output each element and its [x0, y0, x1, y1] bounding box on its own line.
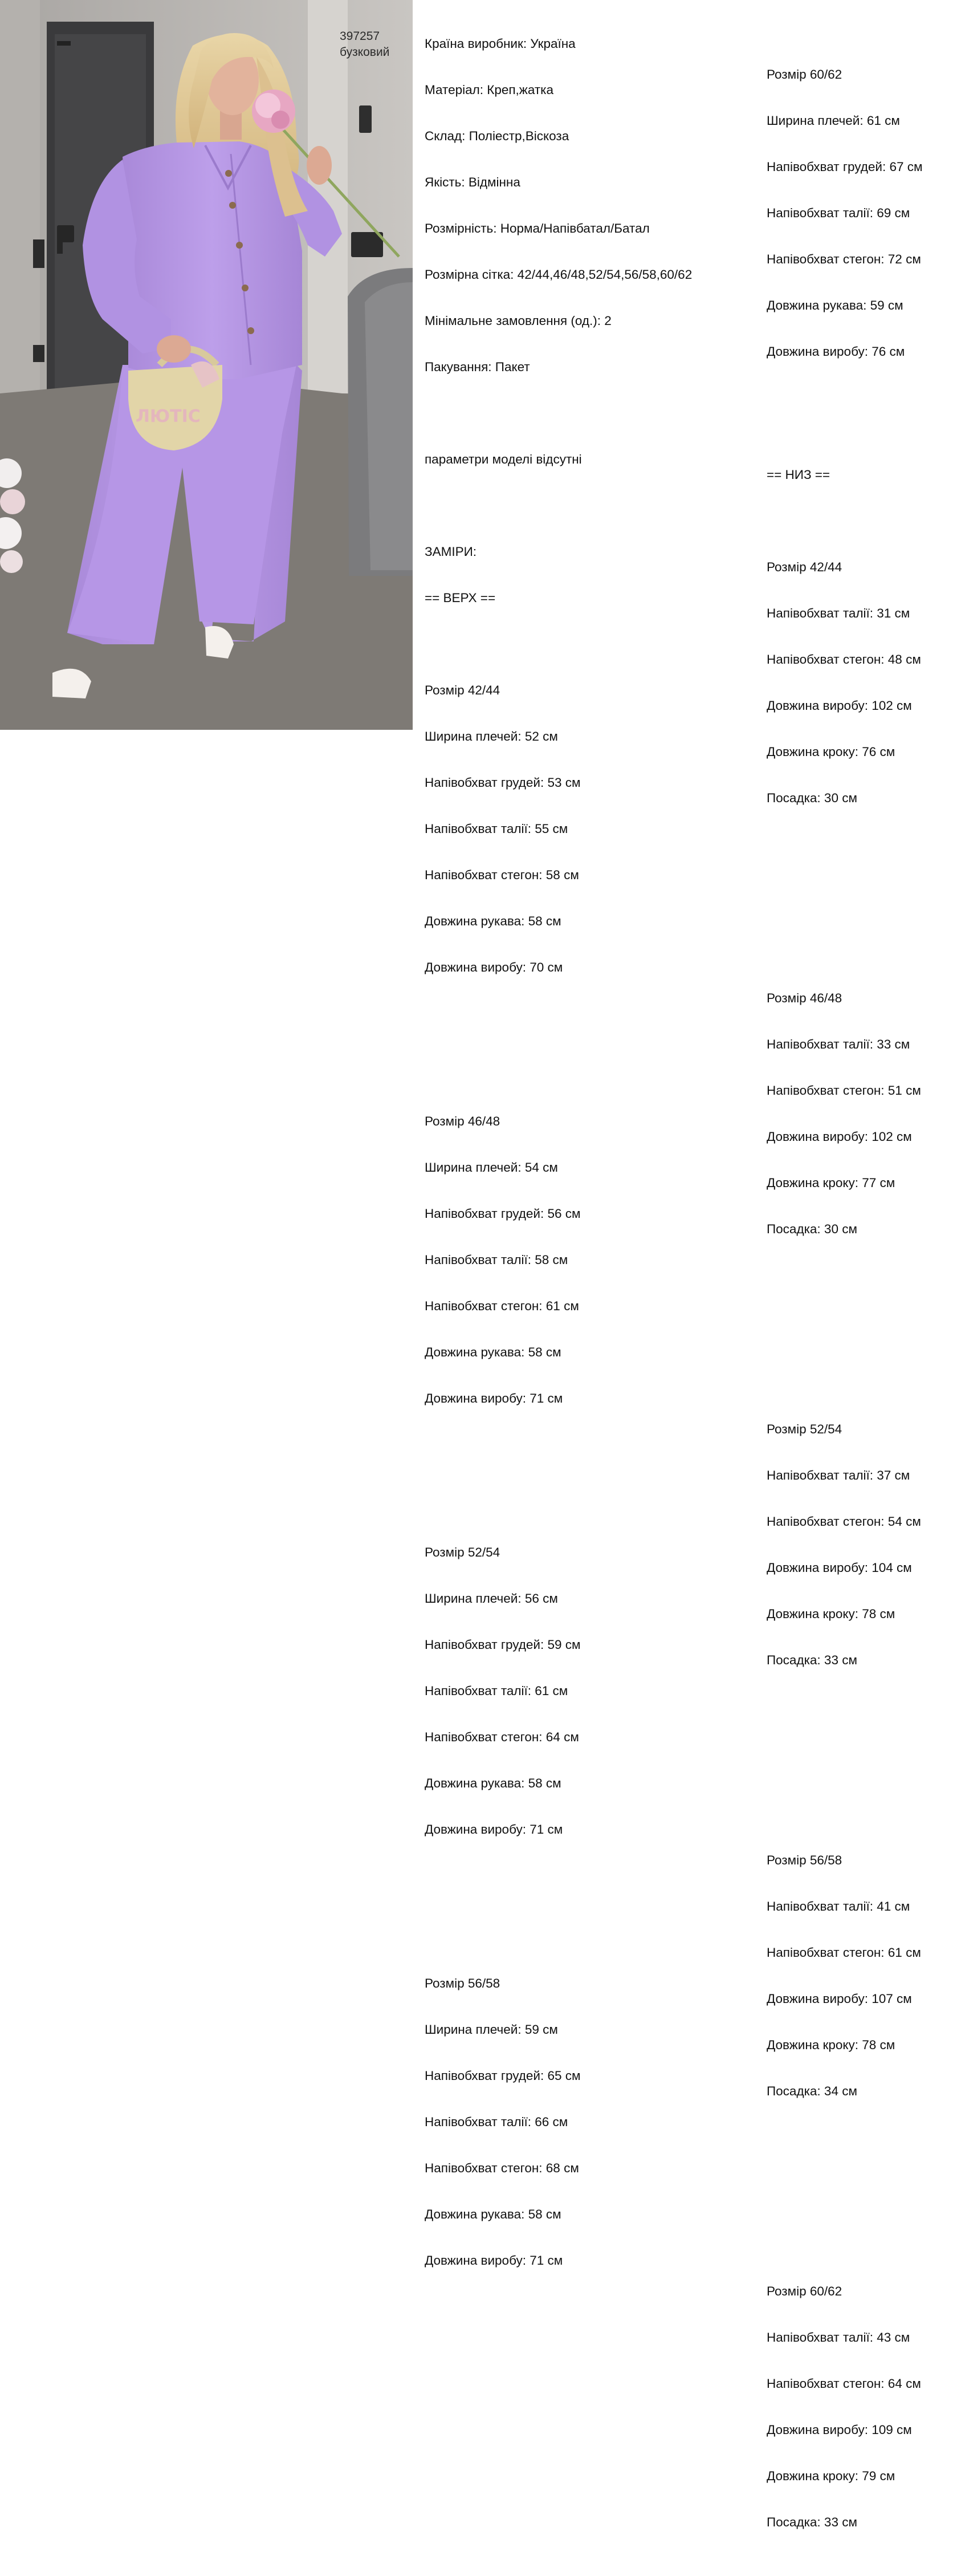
top-section-title: == ВЕРХ == — [425, 591, 496, 605]
size-line: Довжина рукава: 58 см — [425, 1345, 561, 1359]
product-photo — [0, 0, 413, 730]
photo-illustration — [0, 0, 413, 730]
size-line: Напівобхват талії: 37 см — [767, 1468, 910, 1482]
size-line: Напівобхват стегон: 51 см — [767, 1083, 921, 1098]
specs-column-right — [767, 5, 923, 2576]
size-line: Напівобхват грудей: 53 см — [425, 775, 581, 790]
size-line: Напівобхват талії: 33 см — [767, 1037, 910, 1051]
size-line: Довжина виробу: 76 см — [767, 344, 905, 359]
size-line: Довжина рукава: 58 см — [425, 914, 561, 928]
size-heading: Розмір 46/48 — [767, 991, 842, 1005]
top-size-block — [425, 1945, 692, 2299]
top-size-block — [767, 36, 923, 390]
top-size-block — [425, 1514, 692, 1868]
size-line: Напівобхват талії: 66 см — [425, 2115, 568, 2129]
size-line: Довжина виробу: 70 см — [425, 960, 563, 974]
size-line: Довжина рукава: 58 см — [425, 2207, 561, 2221]
spec-quality: Якість: Відмінна — [425, 175, 520, 189]
size-line: Посадка: 33 см — [767, 1653, 857, 1667]
measurements-title: ЗАМІРИ: — [425, 545, 477, 559]
size-heading: Розмір 56/58 — [767, 1853, 842, 1867]
size-line: Ширина плечей: 59 см — [425, 2022, 558, 2037]
size-heading: Розмір 60/62 — [767, 2284, 842, 2298]
size-line: Довжина рукава: 58 см — [425, 1776, 561, 1790]
color-name: бузковий — [340, 46, 390, 59]
size-line: Довжина кроку: 77 см — [767, 1176, 895, 1190]
size-line: Напівобхват стегон: 48 см — [767, 652, 921, 667]
size-line: Напівобхват талії: 31 см — [767, 606, 910, 620]
size-line: Довжина виробу: 71 см — [425, 1822, 563, 1836]
bottom-size-block — [767, 960, 923, 1267]
bottom-size-block — [767, 1391, 923, 1699]
size-line: Напівобхват грудей: 59 см — [425, 1638, 581, 1652]
size-line: Довжина виробу: 102 см — [767, 1129, 912, 1144]
size-line: Довжина виробу: 109 см — [767, 2423, 912, 2437]
size-heading: Розмір 46/48 — [425, 1114, 500, 1128]
size-line: Довжина кроку: 78 см — [767, 1607, 895, 1621]
size-line: Ширина плечей: 61 см — [767, 113, 900, 128]
size-line: Напівобхват талії: 61 см — [425, 1684, 568, 1698]
size-heading: Розмір 52/54 — [767, 1422, 842, 1436]
size-line: Довжина кроку: 76 см — [767, 745, 895, 759]
product-code-label — [340, 29, 389, 60]
size-line: Ширина плечей: 52 см — [425, 729, 558, 743]
spec-min-order: Мінімальне замовлення (од.): 2 — [425, 314, 612, 328]
size-line: Довжина виробу: 107 см — [767, 1992, 912, 2006]
size-line: Довжина кроку: 79 см — [767, 2469, 895, 2483]
size-heading: Розмір 56/58 — [425, 1976, 500, 1990]
size-heading: Розмір 52/54 — [425, 1545, 500, 1559]
size-line: Напівобхват стегон: 68 см — [425, 2161, 579, 2175]
size-line: Посадка: 33 см — [767, 2515, 857, 2529]
size-line: Напівобхват талії: 58 см — [425, 1253, 568, 1267]
size-line: Напівобхват стегон: 72 см — [767, 252, 921, 266]
specs-column-left — [425, 5, 692, 2314]
spec-sizing: Розмірність: Норма/Напівбатал/Батал — [425, 221, 650, 235]
size-line: Напівобхват стегон: 61 см — [425, 1299, 579, 1313]
spec-packaging: Пакування: Пакет — [425, 360, 530, 374]
size-line: Довжина виробу: 71 см — [425, 2253, 563, 2268]
bottom-section-title: == НИЗ == — [767, 468, 830, 482]
size-line: Напівобхват стегон: 54 см — [767, 1514, 921, 1529]
size-line: Посадка: 30 см — [767, 1222, 857, 1236]
bottom-size-block — [767, 2253, 923, 2561]
size-line: Напівобхват стегон: 61 см — [767, 1945, 921, 1960]
top-size-block — [425, 1083, 692, 1437]
size-heading: Розмір 42/44 — [767, 560, 842, 574]
spec-composition: Склад: Поліестр,Віскоза — [425, 129, 569, 143]
size-line: Напівобхват талії: 55 см — [425, 822, 568, 836]
size-line: Напівобхват талії: 69 см — [767, 206, 910, 220]
size-line: Напівобхват грудей: 56 см — [425, 1206, 581, 1221]
size-line: Довжина рукава: 59 см — [767, 298, 903, 312]
spec-country: Країна виробник: Україна — [425, 36, 576, 51]
size-line: Довжина виробу: 71 см — [425, 1391, 563, 1405]
product-code: 397257 — [340, 30, 380, 43]
size-line: Посадка: 34 см — [767, 2084, 857, 2098]
bottom-size-block — [767, 1822, 923, 2130]
bag-lettering: ЛЮТІС — [136, 407, 201, 426]
model-note: параметри моделі відсутні — [425, 452, 582, 466]
size-line: Напівобхват стегон: 58 см — [425, 868, 579, 882]
size-line: Напівобхват стегон: 64 см — [425, 1730, 579, 1744]
size-line: Напівобхват талії: 41 см — [767, 1899, 910, 1913]
size-line: Напівобхват стегон: 64 см — [767, 2376, 921, 2391]
size-line: Ширина плечей: 54 см — [425, 1160, 558, 1175]
size-heading: Розмір 60/62 — [767, 67, 842, 82]
size-line: Посадка: 30 см — [767, 791, 857, 805]
size-line: Довжина кроку: 78 см — [767, 2038, 895, 2052]
size-heading: Розмір 42/44 — [425, 683, 500, 697]
top-size-block — [425, 652, 692, 1006]
size-line: Довжина виробу: 102 см — [767, 698, 912, 713]
spec-size-grid: Розмірна сітка: 42/44,46/48,52/54,56/58,60/62 — [425, 267, 693, 282]
bottom-size-block — [767, 529, 923, 836]
size-line: Ширина плечей: 56 см — [425, 1591, 558, 1606]
size-line: Напівобхват грудей: 67 см — [767, 160, 923, 174]
size-line: Напівобхват грудей: 65 см — [425, 2069, 581, 2083]
spec-material: Матеріал: Креп,жатка — [425, 83, 554, 97]
size-line: Напівобхват талії: 43 см — [767, 2330, 910, 2345]
size-line: Довжина виробу: 104 см — [767, 1561, 912, 1575]
